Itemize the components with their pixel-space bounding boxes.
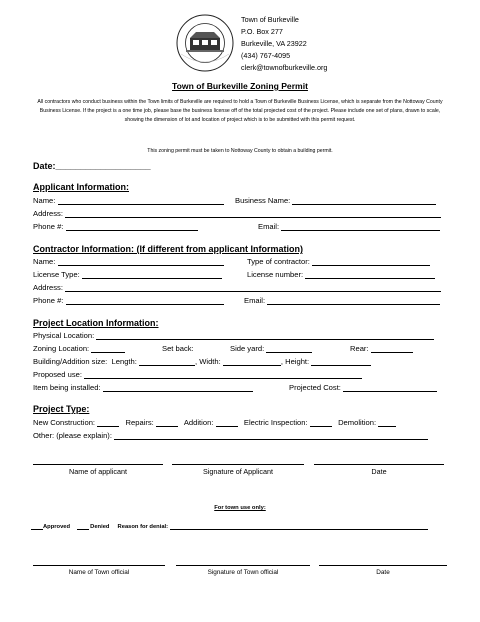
contractor-email-input[interactable] <box>267 296 440 305</box>
applicant-date-caption: Date <box>371 467 387 476</box>
applicant-phone-label: Phone #: <box>33 222 64 231</box>
denied-label: Denied <box>90 524 110 530</box>
repairs-label: Repairs: <box>125 418 154 427</box>
contractor-email-row <box>244 296 440 305</box>
demolition-input[interactable] <box>378 418 396 427</box>
rear-row <box>350 344 413 353</box>
applicant-email-label: Email: <box>258 222 280 231</box>
city-state-zip: Burkeville, VA 23922 <box>241 39 307 48</box>
license-number-row <box>247 270 435 279</box>
new-construction-input[interactable] <box>97 418 119 427</box>
license-type-input[interactable] <box>82 270 222 279</box>
addition-label: Addition: <box>183 418 214 427</box>
width-input[interactable] <box>223 357 281 366</box>
contractor-address-label: Address: <box>33 283 63 292</box>
set-back-row <box>162 344 194 353</box>
building-size-row <box>33 357 371 366</box>
contractor-phone-row <box>33 296 224 305</box>
height-input[interactable] <box>311 357 371 366</box>
contractor-address-input[interactable] <box>65 283 441 292</box>
applicant-heading: Applicant Information: <box>33 182 129 192</box>
license-number-input[interactable] <box>305 270 435 279</box>
phone-number: (434) 767-4095 <box>241 51 291 60</box>
projected-cost-row <box>289 383 437 392</box>
applicant-name-label: Name: <box>33 196 56 205</box>
side-yard-label: Side yard: <box>230 344 265 353</box>
contractor-phone-input[interactable] <box>66 296 224 305</box>
contractor-address-row <box>33 283 441 292</box>
official-signature-caption: Signature of Town official <box>207 569 279 576</box>
license-number-label: License number: <box>247 270 304 279</box>
project-type-heading: Project Type: <box>33 404 90 414</box>
denied-input[interactable] <box>77 523 89 530</box>
applicant-phone-row <box>33 222 198 231</box>
project-location-heading: Project Location Information: <box>33 318 159 328</box>
town-use-heading: For town use only: <box>214 505 266 511</box>
width-label: , Width: <box>195 357 221 366</box>
electric-label: Electric Inspection: <box>243 418 308 427</box>
set-back-label: Set back: <box>162 344 194 353</box>
contractor-heading: Contractor Information: (If different from applicant Information) <box>33 244 303 254</box>
applicant-name-row <box>33 196 224 205</box>
building-size-label: Building/Addition size: <box>33 357 108 366</box>
zoning-location-input[interactable] <box>91 344 125 353</box>
town-decision-row <box>31 523 428 530</box>
electric-input[interactable] <box>310 418 332 427</box>
contractor-phone-label: Phone #: <box>33 296 64 305</box>
applicant-phone-input[interactable] <box>66 222 198 231</box>
reason-label: Reason for denial: <box>117 524 169 530</box>
town-seal <box>176 14 234 72</box>
business-name-label: Business Name: <box>235 196 291 205</box>
new-construction-label: New Construction: <box>33 418 96 427</box>
other-input[interactable] <box>114 431 428 440</box>
contractor-name-row <box>33 257 224 266</box>
license-type-row <box>33 270 222 279</box>
business-name-input[interactable] <box>292 196 436 205</box>
zoning-location-row <box>33 344 125 353</box>
proposed-use-row <box>33 370 362 379</box>
projected-cost-input[interactable] <box>343 383 437 392</box>
other-label: Other: (please explain): <box>33 431 112 440</box>
projected-cost-label: Projected Cost: <box>289 383 341 392</box>
other-row <box>33 431 428 440</box>
proposed-use-label: Proposed use: <box>33 370 82 379</box>
po-box: P.O. Box 277 <box>241 27 283 36</box>
applicant-email-input[interactable] <box>281 222 440 231</box>
physical-location-row <box>33 331 434 340</box>
demolition-label: Demolition: <box>338 418 377 427</box>
side-yard-row <box>230 344 312 353</box>
applicant-email-row <box>258 222 440 231</box>
applicant-name-line[interactable] <box>33 464 163 465</box>
height-label: , Height: <box>280 357 310 366</box>
contractor-email-label: Email: <box>244 296 266 305</box>
side-yard-input[interactable] <box>266 344 312 353</box>
applicant-address-label: Address: <box>33 209 63 218</box>
length-label: Length: <box>111 357 137 366</box>
official-name-line[interactable] <box>33 565 165 566</box>
contractor-type-input[interactable] <box>312 257 430 266</box>
applicant-address-row <box>33 209 441 218</box>
repairs-input[interactable] <box>156 418 178 427</box>
intro-paragraph: All contractors who conduct business within the Town limits of Burkeville are required to hold a Town of Burkeville Business License, which is separate from the Nottoway County Business License. If the project is a one time job, please base the business license off of the total projected cost of the project. Please include one set of plans, drawn to scale, showing the dimension of lot and location of project which is to be submitted with this permit request. <box>37 99 443 124</box>
building-permit-note: This zoning permit must be taken to Nottoway County to obtain a building permit. <box>147 148 333 154</box>
official-date-line[interactable] <box>319 565 447 566</box>
official-name-caption: Name of Town official <box>68 569 130 576</box>
contractor-type-label: Type of contractor: <box>247 257 310 266</box>
date-field[interactable]: Date:___________________ <box>33 161 151 171</box>
contractor-name-input[interactable] <box>58 257 224 266</box>
rear-label: Rear: <box>350 344 369 353</box>
project-type-row <box>33 418 396 427</box>
applicant-name-caption: Name of applicant <box>69 467 127 476</box>
item-installed-row <box>33 383 253 392</box>
proposed-use-input[interactable] <box>84 370 362 379</box>
official-signature-line[interactable] <box>176 565 310 566</box>
zoning-location-label: Zoning Location: <box>33 344 90 353</box>
contractor-name-label: Name: <box>33 257 56 266</box>
approved-label: Approved <box>43 524 71 530</box>
contractor-type-row <box>247 257 430 266</box>
physical-location-label: Physical Location: <box>33 331 95 340</box>
item-installed-label: Item being installed: <box>33 383 101 392</box>
length-input[interactable] <box>139 357 195 366</box>
official-date-caption: Date <box>376 569 390 576</box>
applicant-signature-line[interactable] <box>172 464 304 465</box>
form-title: Town of Burkeville Zoning Permit <box>172 81 308 91</box>
addition-input[interactable] <box>216 418 238 427</box>
applicant-signature-caption: Signature of Applicant <box>203 467 273 476</box>
business-name-row <box>235 196 436 205</box>
rear-input[interactable] <box>371 344 413 353</box>
applicant-address-input[interactable] <box>65 209 441 218</box>
reason-input[interactable] <box>170 523 428 530</box>
email-address: clerk@townofburkeville.org <box>241 63 328 72</box>
applicant-date-line[interactable] <box>314 464 444 465</box>
physical-location-input[interactable] <box>96 331 434 340</box>
town-name: Town of Burkeville <box>241 15 299 24</box>
applicant-name-input[interactable] <box>58 196 224 205</box>
approved-input[interactable] <box>31 523 43 530</box>
license-type-label: License Type: <box>33 270 80 279</box>
item-installed-input[interactable] <box>103 383 253 392</box>
